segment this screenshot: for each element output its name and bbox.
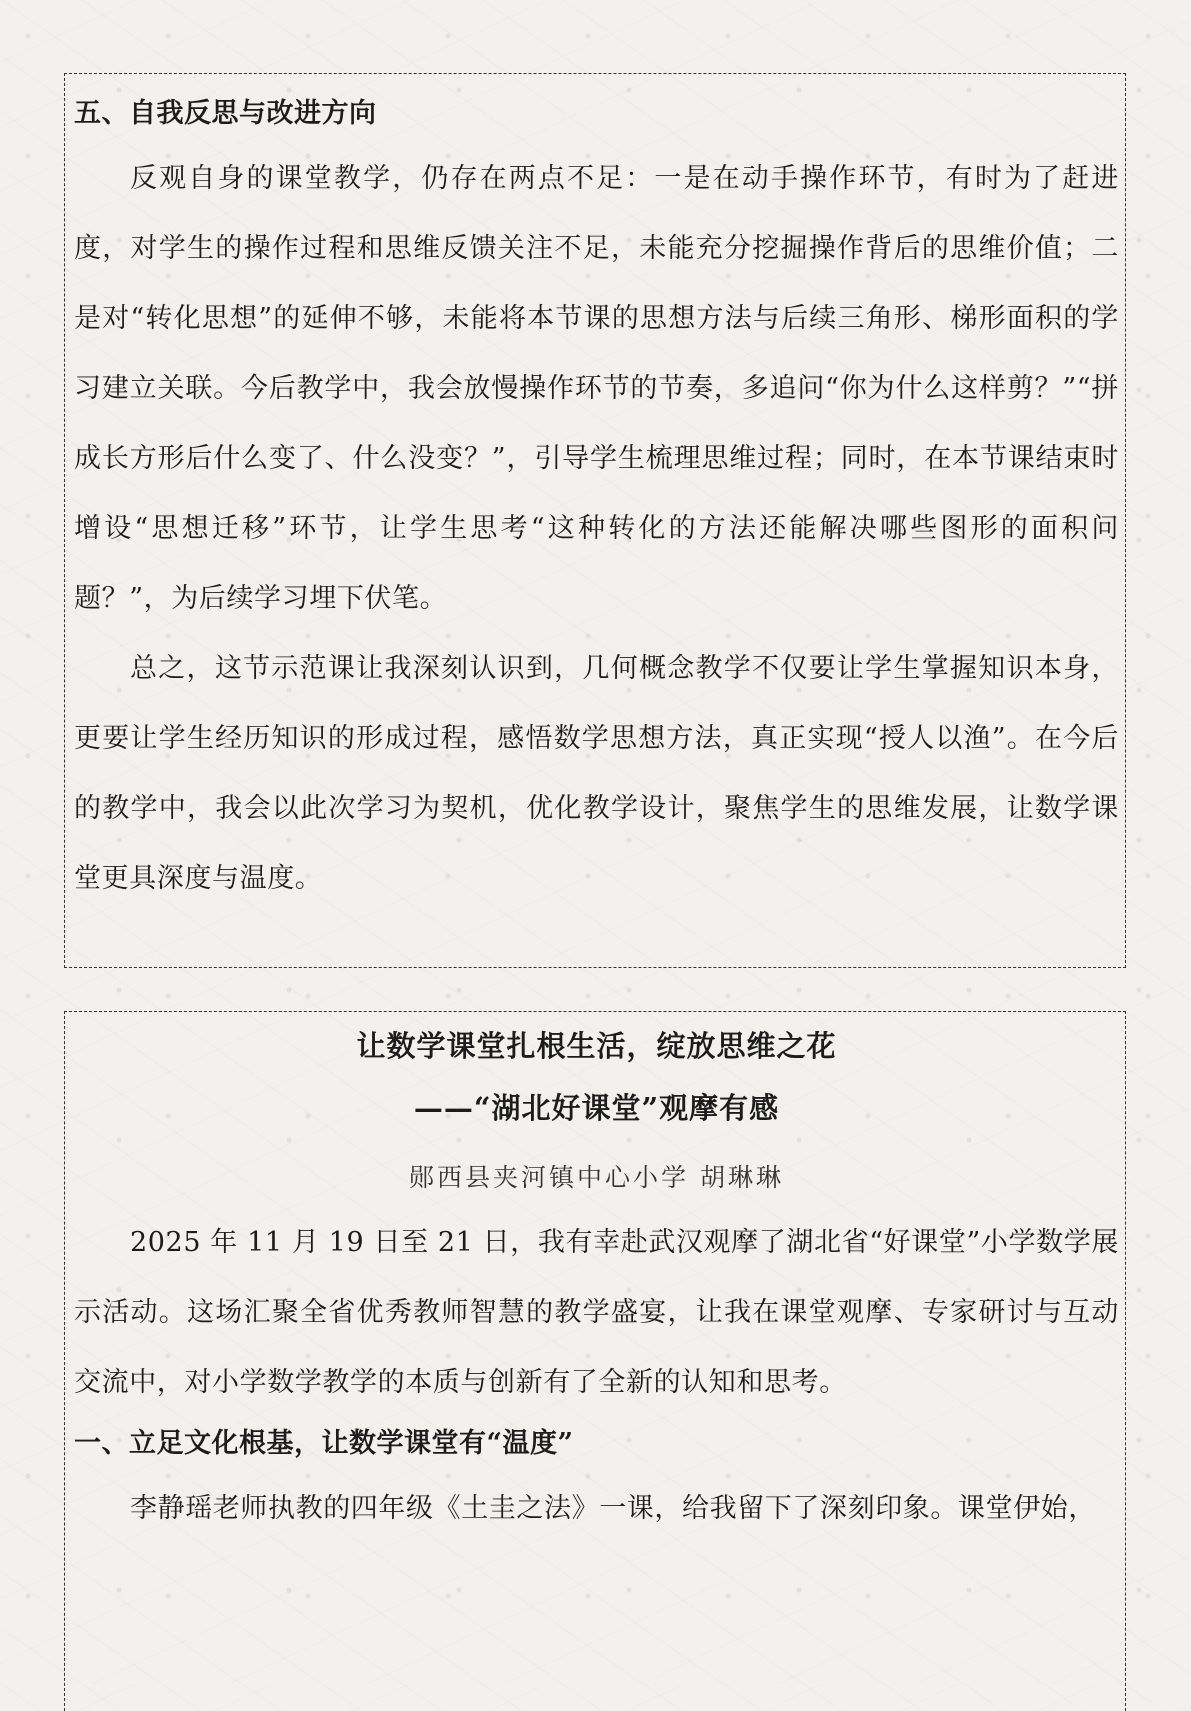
paragraph: 2025 年 11 月 19 日至 21 日，我有幸赴武汉观摩了湖北省“好课堂”小学数学展示活动。这场汇聚全省优秀教师智慧的教学盛宴，让我在课堂观摩、专家研讨与互动交流中，对小学数学教学的本质与创新有了全新的认知和思考。 bbox=[74, 1227, 1119, 1398]
reflection-section-box bbox=[64, 73, 1126, 968]
paragraph: 李静瑶老师执教的四年级《土圭之法》一课，给我留下了深刻印象。课堂伊始， bbox=[130, 1493, 1096, 1524]
article-box bbox=[64, 1011, 1126, 1711]
section-heading: 一、立足文化根基，让数学课堂有“温度” bbox=[74, 1428, 574, 1459]
section-heading: 五、自我反思与改进方向 bbox=[74, 98, 377, 129]
article-author: 郧西县夹河镇中心小学 胡琳琳 bbox=[409, 1163, 784, 1192]
article-subtitle: ——“湖北好课堂”观摩有感 bbox=[413, 1091, 780, 1125]
paragraph: 总之，这节示范课让我深刻认识到，几何概念教学不仅要让学生掌握知识本身，更要让学生经历知识的形成过程，感悟数学思想方法，真正实现“授人以渔”。在今后的教学中，我会以此次学习为契机，优化教学设计，聚焦学生的思维发展，让数学课堂更具深度与温度。 bbox=[74, 653, 1119, 894]
paragraph: 反观自身的课堂教学，仍存在两点不足：一是在动手操作环节，有时为了赶进度，对学生的操作过程和思维反馈关注不足，未能充分挖掘操作背后的思维价值；二是对“转化思想”的延伸不够，未能将本节课的思想方法与后续三角形、梯形面积的学习建立关联。今后教学中，我会放慢操作环节的节奏，多追问“你为什么这样剪？”“拼成长方形后什么变了、什么没变？”，引导学生梳理思维过程；同时，在本节课结束时增设“思想迁移”环节，让学生思考“这种转化的方法还能解决哪些图形的面积问题？”，为后续学习埋下伏笔。 bbox=[74, 163, 1119, 614]
article-title: 让数学课堂扎根生活，绽放思维之花 bbox=[356, 1029, 837, 1063]
